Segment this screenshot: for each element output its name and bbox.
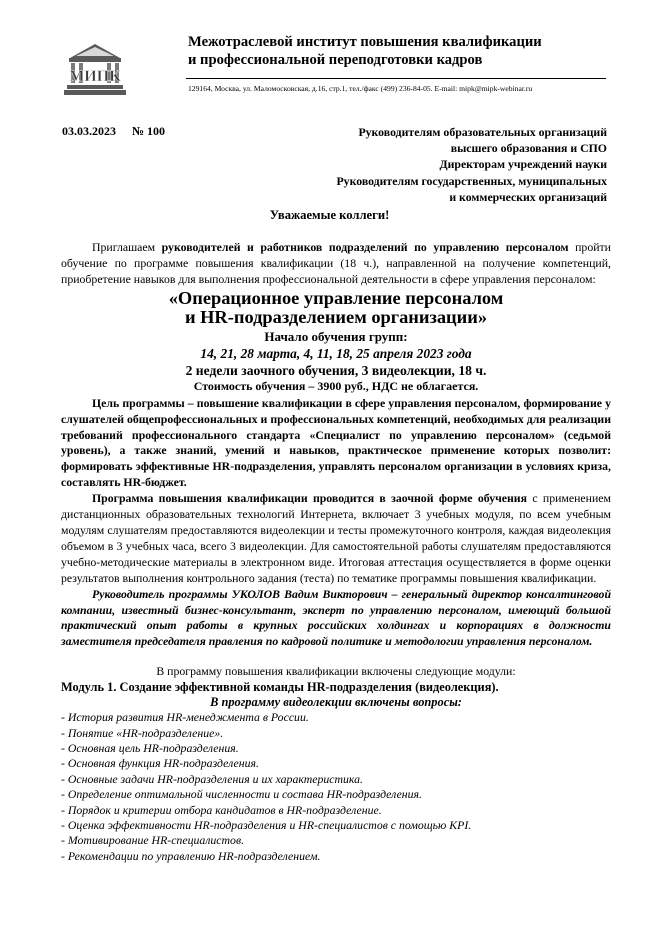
greeting: Уважаемые коллеги! <box>269 208 390 222</box>
addressee-line: Руководителям образовательных организаций <box>358 125 607 139</box>
format-paragraph <box>61 491 611 586</box>
institute-name <box>188 33 608 69</box>
course-title <box>61 289 611 328</box>
start-dates: 14, 21, 28 марта, 4, 11, 18, 25 апреля 2023 года <box>200 345 472 361</box>
addressee-line: высшего образования и СПО <box>450 141 607 156</box>
format-rest: с применением дистанционных образовательных технологий Интернета, включает 3 учебных модуля, по всем учебным модулям слушателям предоставляются видеолекции и тесты промежуточного контроля, каждая видеолекция объемом в 3 учебных часа, всего 3 видеолекции. Для самостоятельной работы слушателям предоставляются учебно-методические материалы в электронном виде. Итоговая аттестация осуществляется в форме оценки результатов выполнения контрольного задания (теста) по тематике программы повышения квалификации. <box>61 491 611 585</box>
header-divider <box>186 78 606 79</box>
letter-date: 03.03.2023 <box>62 124 116 138</box>
institute-logo <box>62 40 128 98</box>
topic-item: - История развития HR-менеджмента в России. <box>61 710 309 725</box>
course-cost: Стоимость обучения – 3900 руб., НДС не облагается. <box>193 378 479 393</box>
topic-item: - Понятие «HR-подразделение». <box>61 725 224 740</box>
institute-name-line1: Межотраслевой институт повышения квалификации <box>188 34 542 50</box>
addressee-line: и коммерческих организаций <box>449 189 607 204</box>
institute-name-line2: и профессиональной переподготовки кадров <box>188 52 483 68</box>
intro-paragraph <box>61 240 611 288</box>
module-1-title: Модуль 1. Создание эффективной команды HR-подразделения (видеолекция). <box>61 680 499 695</box>
topic-item: - Основная функция HR-подразделения. <box>61 756 259 771</box>
letter-number: № 100 <box>132 124 166 138</box>
course-duration: 2 недели заочного обучения, 3 видеолекции, 18 ч. <box>185 362 487 378</box>
addressees-block <box>287 124 607 205</box>
start-label: Начало обучения групп: <box>264 328 408 344</box>
course-title-line1: «Операционное управление персоналом <box>168 287 504 308</box>
topic-item: - Основные задачи HR-подразделения и их характеристика. <box>61 771 363 786</box>
spacer <box>61 650 611 664</box>
svg-text:МИПК: МИПК <box>69 68 121 85</box>
topic-item: - Основная цель HR-подразделения. <box>61 740 239 755</box>
institute-address: 129164, Москва, ул. Маломосковская, д.16, стр.1, тел./факс (499) 236-84-05. E-mail: mipk@mipk-webinar.ru <box>188 84 533 93</box>
goal-paragraph: Цель программы – повышение квалификации в сфере управления персоналом, формирование у слушателей общепрофессиональных и профессиональных компетенций, необходимых для реализации требований профессионального стандарта «Специалист по управлению персоналом» (седьмой уровень), а также знаний, умений и навыков, практическое применение которых позволит: формировать эффективные HR-подразделения, управлять персоналом организации в условиях криза, составлять HR-бюджет. <box>61 395 611 490</box>
module-1-topics <box>61 710 611 864</box>
modules-intro: В программу повышения квалификации включены следующие модули: <box>156 664 516 679</box>
format-lead: Программа повышения квалификации проводится в заочной форме обучения <box>92 491 527 506</box>
topic-item: - Определение оптимальной численности и состава HR-подразделения. <box>61 787 422 802</box>
topic-item: - Рекомендации по управлению HR-подразделением. <box>61 848 321 863</box>
addressee-line: Руководителям государственных, муниципальных <box>336 173 607 188</box>
topic-item: - Оценка эффективности HR-подразделения и HR-специалистов с помощью KPI. <box>61 817 472 832</box>
letter-body <box>61 240 611 864</box>
addressee-line: Директорам учреждений науки <box>439 157 607 172</box>
course-title-line2: и HR-подразделением организации» <box>184 307 488 328</box>
module-1-subtitle: В программу видеолекции включены вопросы: <box>210 695 462 710</box>
topic-item: - Порядок и критерии отбора кандидатов в HR-подразделение. <box>61 802 382 817</box>
topic-item: - Мотивирование HR-специалистов. <box>61 833 245 848</box>
intro-lead: Приглашаем <box>92 240 162 254</box>
intro-rest: пройти обучение по программе повышения квалификации (18 ч.), направленной на получение компетенций, приобретение навыков для выполнения профессиональной деятельности в сфере управления персоналом: <box>61 240 611 286</box>
leader-paragraph: Руководитель программы УКОЛОВ Вадим Викторович – генеральный директор консалтинговой компании, известный бизнес-консультант, эксперт по управлению персоналом, имеющий большой практический опыт работы в крупных российских холдингах и корпорациях в должности заместителя председателя правления по кадровой политике и методологии управления персоналом. <box>61 586 611 649</box>
intro-audience: руководителей и работников подразделений по управлению персоналом <box>161 240 569 254</box>
